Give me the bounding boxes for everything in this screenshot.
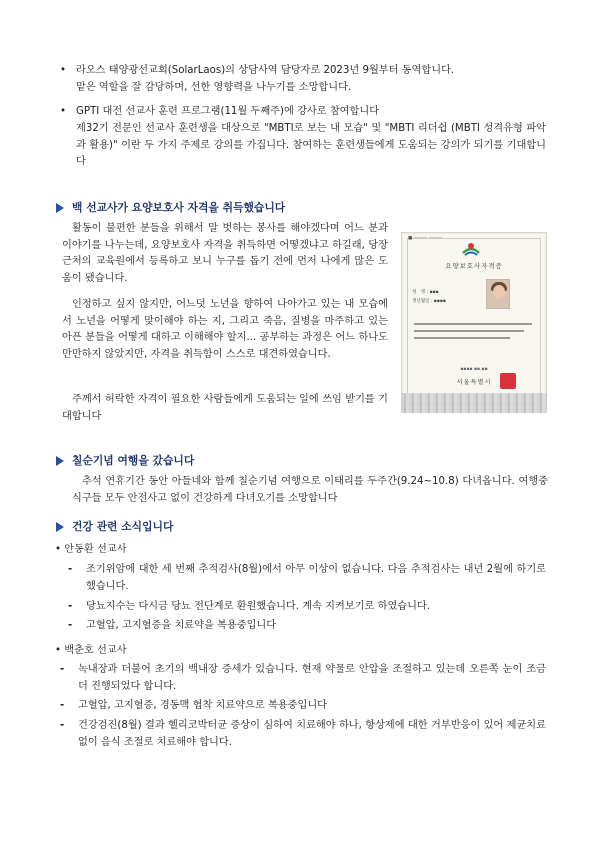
health-item: - 고혈압, 고지혈증을 치료약을 복용중입니다 [68, 620, 277, 631]
arrow-icon [56, 203, 64, 213]
person-name: 백춘호 선교사 [64, 645, 127, 656]
arrow-icon [56, 522, 64, 532]
bullet-dot: • [55, 645, 65, 656]
section-heading-health [56, 518, 173, 535]
care-paragraph-2: 인정하고 싶지 않지만, 어느덧 노년을 향하여 나아가고 있는 내 모습에서 노년을 어떻게 맞이해야 하는 지, 그리고 죽음, 질병을 마주하고 있는 아픈 분들을 어떻게 대하고 이해해야 할지... 공부하는 과정은 어느 하나도 만만하지 않았지만, 자격을 취득함이 스스로 대견하였습니다. [62, 299, 388, 360]
intro-item-solarlaos [60, 63, 550, 96]
intro-item-line1: GPTI 대전 선교사 훈련 프로그램(11월 두째주)에 강사로 참여합니다 [76, 106, 380, 117]
section-heading-text: 백 선교사가 요양보호사 자격을 취득했습니다 [72, 201, 286, 214]
section-heading-care [56, 199, 285, 216]
care-paragraph-3: 주께서 허락한 자격이 필요한 사람들에게 도움되는 일에 쓰임 받기를 기대합니다 [62, 394, 388, 422]
section-heading-text: 건강 관련 소식입니다 [72, 520, 174, 533]
certificate-image: ■ ——— ——— 요양보호사자격증 성 명 : ▪▪▪ 생년월일 : ▪▪▪▪ ▪▪▪▪ ▪▪ ▪▪ 서울특별시 [401, 232, 547, 410]
certificate-stamp-strip [401, 393, 547, 413]
health-person-2 [55, 643, 127, 660]
intro-item-gpti [60, 104, 550, 121]
seoul-emblem-icon [460, 241, 482, 257]
section-heading-text: 칠순기념 여행을 갔습니다 [72, 454, 195, 467]
bullet-dot: • [60, 65, 67, 76]
health-item: - 당뇨지수는 다시금 당뇨 전단계로 환원했습니다. 계속 지켜보기로 하였습니다. [68, 601, 431, 612]
bullet-dot: • [60, 106, 67, 117]
certificate-title: 요양보호사자격증 [445, 262, 503, 270]
health-item: - 건강검진(8월) 결과 헬리코박터균 증상이 심하여 치료해야 하나, 항상제에 대한 거부반응이 있어 제균치료 없이 음식 조절로 치료해야 합니다. [60, 720, 546, 748]
certificate-issuer: 서울특별시 [456, 379, 492, 386]
care-paragraph-1: 활동이 불편한 분들을 위해서 말 벗하는 봉사를 해야겠다며 어느 분과 이야기를 나누는데, 요양보호사 자격을 취득하면 어떻겠냐고 하길래, 당장 근처의 교육원에서 등록하고 보니 누구를 돕기 전에 먼저 나에게 많은 도움이 됐습니다. [62, 223, 388, 284]
bullet-dot: • [55, 544, 65, 555]
health-person-1 [55, 542, 127, 559]
intro-item-line1: 라오스 태양광선교회(SolarLaos)의 상담사역 담당자로 2023년 9월부터 동역합니다. [76, 65, 455, 76]
intro-item-line2: 맡은 역할을 잘 감당하며, 선한 영향력을 나누기를 소망합니다. [76, 81, 352, 93]
health-item: - 조기위암에 대한 세 번째 추적검사(8월)에서 아무 이상이 없습니다. 다음 추적검사는 내년 2월에 하기로 했습니다. [68, 564, 546, 592]
trip-paragraph: 추석 연휴기간 동안 아들네와 함께 칠순기념 여행으로 이태리를 두주간(9.24~10.8) 다녀옵니다. 여행중 식구들 모두 안전사고 없이 건강하게 다녀오기를 소망합니다 [72, 476, 548, 504]
health-item: - 녹내장과 더불어 초기의 백내장 증세가 있습니다. 현재 약물로 안압을 조절하고 있는데 오른쪽 눈이 조금 더 진행되었다 합니다. [60, 664, 546, 692]
certificate-photo [486, 279, 510, 309]
intro-item-detail: 제32기 전문인 선교사 훈련생을 대상으로 "MBTI로 보는 내 모습" 및 "MBTI 리더쉽 (MBTI 성격유형 파악과 활용)" 이란 두 가지 주제로 강의를 가집니다. 참여하는 훈련생들에게 도움되는 강의가 되기를 기대합니다 [76, 123, 546, 168]
section-heading-trip [56, 452, 194, 469]
official-seal-icon [500, 373, 516, 389]
health-item: - 고혈압, 고지혈증, 경동맥 협착 치료약으로 복용중입니다 [60, 700, 328, 711]
arrow-icon [56, 456, 64, 466]
person-name: 안동환 선교사 [64, 544, 127, 555]
